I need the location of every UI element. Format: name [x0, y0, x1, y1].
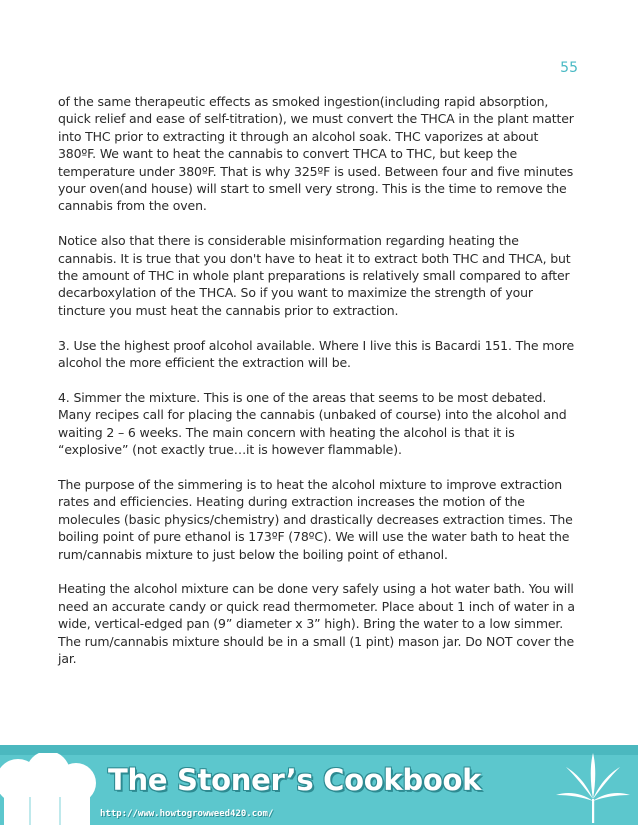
paragraph-6: Heating the alcohol mixture can be done very safely using a hot water bath. You will need an accurate candy or quick read thermometer. Place about 1 inch of water in a wide, vertical-edged pan (9” diameter x 3” high). Bring the water to a low simmer. The rum/cannabis mixture should be in a small (1 pint) mason jar. Do NOT cover the jar.: [58, 581, 575, 666]
page-number: 55: [560, 60, 578, 76]
book-title: The Stoner’s Cookbook: [108, 763, 482, 797]
paragraph-5: The purpose of the simmering is to heat the alcohol mixture to improve extraction rates and efficiencies. Heating during extraction increases the motion of the molecules (basic physics/chemistry) and drastically decreases extraction times. The boiling point of pure ethanol is 173ºF (78ºC). We will use the water bath to heat the rum/cannabis mixture to just below the boiling point of ethanol.: [58, 476, 573, 562]
chef-hat-icon: [0, 753, 110, 825]
website-url[interactable]: http://www.howtogrowweed420.com/: [100, 809, 274, 819]
paragraph-3: 3. Use the highest proof alcohol available. Where I live this is Bacardi 151. The more alcohol the more efficient the extraction will be.: [58, 337, 575, 371]
paragraph-1: of the same therapeutic effects as smoked ingestion(including rapid absorption, quick relief and ease of self-titration), we must convert the THCA in the plant matter into THC prior to extracting it through an alcohol soak. THC vaporizes at about 380ºF. We want to heat the cannabis to convert THCA to THC, but keep the temperature under 380ºF. That is why 325ºF is used. Between four and five minutes your oven(and house) will start to smell very strong. This is the time to remove the cannabis from the oven.: [58, 94, 574, 214]
paragraph-2: Notice also that there is considerable misinformation regarding heating the cannabis. It is true that you don't have to heat it to extract both THC and THCA, but the amount of THC in whole plant preparations is relatively small compared to after decarboxylation of the THCA. So if you want to maximize the strength of your tincture you must heat the cannabis prior to extraction.: [58, 233, 571, 318]
footer-banner: [0, 745, 638, 825]
paragraph-4: 4. Simmer the mixture. This is one of the areas that seems to be most debated. Many recipes call for placing the cannabis (unbaked of course) into the alcohol and waiting 2 – 6 weeks. The main concern with heating the alcohol is that it is “explosive” (not exactly true…it is however flammable).: [58, 389, 567, 458]
cannabis-leaf-icon: [554, 751, 632, 825]
body-text: [58, 93, 580, 685]
